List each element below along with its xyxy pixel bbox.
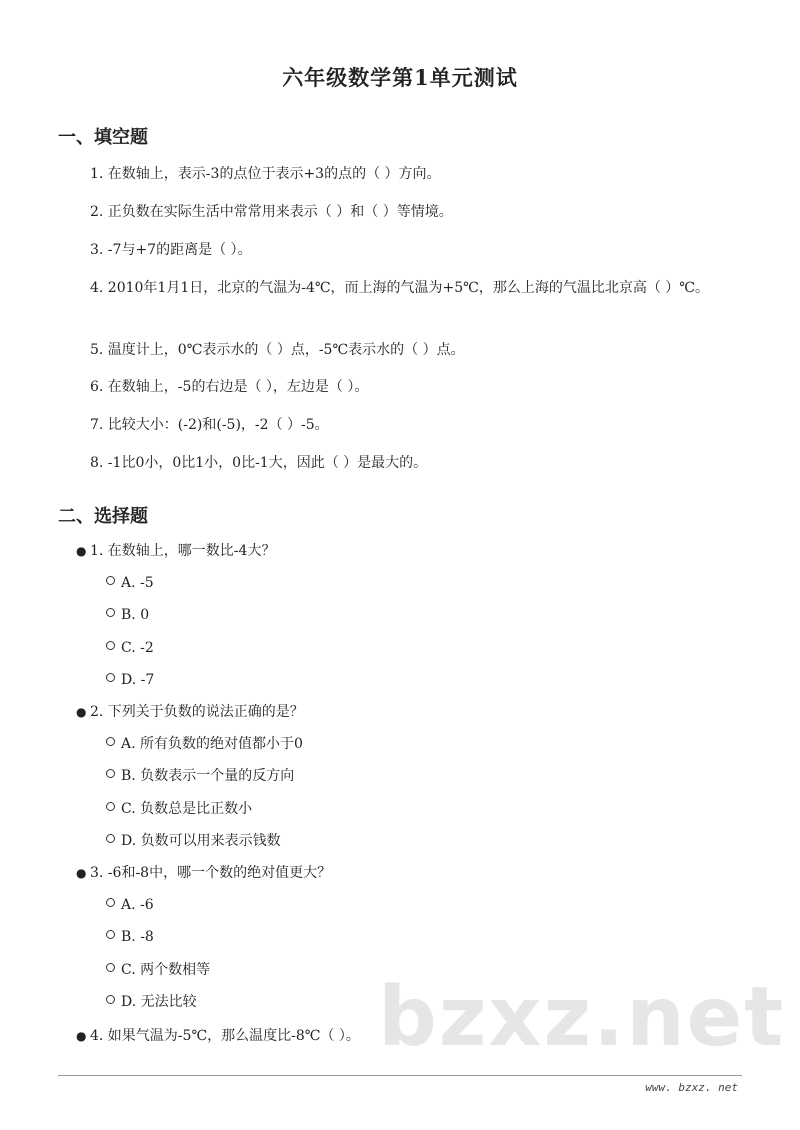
circle-bullet-icon bbox=[106, 963, 115, 972]
choice-option bbox=[106, 766, 294, 786]
fill-question: 5. 温度计上，0℃表示水的（ ）点，-5℃表示水的（ ）点。 bbox=[90, 342, 465, 358]
choice-question-text: 3. -6和-8中，哪一个数的绝对值更大？ bbox=[90, 865, 332, 881]
circle-bullet-icon bbox=[106, 802, 115, 811]
choice-option-text: A. 所有负数的绝对值都小于0 bbox=[121, 736, 303, 752]
choice-question-text: 2. 下列关于负数的说法正确的是？ bbox=[90, 704, 304, 720]
choice-question-text: 1. 在数轴上，哪一数比-4大？ bbox=[90, 543, 276, 559]
choice-option-text: C. 两个数相等 bbox=[121, 962, 211, 978]
choice-question bbox=[76, 1026, 360, 1046]
fill-question: 3. -7与+7的距离是（ ）。 bbox=[90, 242, 252, 258]
choice-option-text: C. -2 bbox=[121, 640, 154, 656]
bullet-icon: ● bbox=[76, 705, 87, 719]
footer-divider bbox=[58, 1075, 742, 1076]
choice-option-text: B. 0 bbox=[121, 607, 150, 623]
choice-option bbox=[106, 927, 154, 947]
choice-option bbox=[106, 960, 210, 980]
circle-bullet-icon bbox=[106, 995, 115, 1004]
choice-option bbox=[106, 605, 149, 625]
bullet-icon: ● bbox=[76, 866, 87, 880]
choice-option-text: C. 负数总是比正数小 bbox=[121, 801, 253, 817]
circle-bullet-icon bbox=[106, 769, 115, 778]
choice-option bbox=[106, 831, 281, 851]
circle-bullet-icon bbox=[106, 737, 115, 746]
choice-question bbox=[76, 863, 331, 883]
section-heading-multiple-choice: 二、选择题 bbox=[58, 506, 148, 527]
choice-question bbox=[76, 702, 304, 722]
choice-option bbox=[106, 573, 154, 593]
section-heading-fill-in: 一、填空题 bbox=[58, 127, 148, 148]
choice-option-text: A. -5 bbox=[121, 575, 154, 591]
footer-url: www. bzxz. net bbox=[645, 1081, 738, 1094]
circle-bullet-icon bbox=[106, 641, 115, 650]
choice-option bbox=[106, 799, 252, 819]
circle-bullet-icon bbox=[106, 930, 115, 939]
bullet-icon: ● bbox=[76, 1029, 87, 1043]
bullet-icon: ● bbox=[76, 544, 87, 558]
choice-option-text: D. 负数可以用来表示钱数 bbox=[121, 833, 281, 849]
circle-bullet-icon bbox=[106, 673, 115, 682]
fill-question: 1. 在数轴上，表示-3的点位于表示+3的点的（ ）方向。 bbox=[90, 166, 441, 182]
choice-option-text: A. -6 bbox=[121, 897, 154, 913]
choice-question bbox=[76, 541, 275, 561]
watermark-logo: bzxz.net bbox=[378, 970, 786, 1065]
choice-option-text: B. -8 bbox=[121, 929, 154, 945]
choice-option bbox=[106, 670, 154, 690]
circle-bullet-icon bbox=[106, 608, 115, 617]
choice-option-text: D. 无法比较 bbox=[121, 994, 197, 1010]
choice-option-text: B. 负数表示一个量的反方向 bbox=[121, 768, 295, 784]
circle-bullet-icon bbox=[106, 834, 115, 843]
fill-question: 7. 比较大小：(-2)和(-5)，-2（ ）-5。 bbox=[90, 417, 329, 433]
fill-question: 8. -1比0小，0比1小，0比-1大，因此（ ）是最大的。 bbox=[90, 455, 428, 471]
choice-option-text: D. -7 bbox=[121, 672, 155, 688]
choice-option bbox=[106, 638, 154, 658]
choice-option bbox=[106, 734, 303, 754]
fill-question-wrapped bbox=[90, 277, 750, 299]
choice-option bbox=[106, 895, 154, 915]
choice-question-text: 4. 如果气温为-5℃，那么温度比-8℃（ ）。 bbox=[90, 1028, 360, 1044]
circle-bullet-icon bbox=[106, 576, 115, 585]
fill-question: 2. 正负数在实际生活中常常用来表示（ ）和（ ）等情境。 bbox=[90, 204, 453, 220]
choice-option bbox=[106, 992, 197, 1012]
page-title: 六年级数学第1单元测试 bbox=[282, 65, 518, 90]
fill-question: 6. 在数轴上，-5的右边是（ ），左边是（ ）。 bbox=[90, 379, 369, 395]
circle-bullet-icon bbox=[106, 898, 115, 907]
fill-question-text: 4. 2010年1月1日，北京的气温为-4℃，而上海的气温为+5℃，那么上海的气温比北京高（ ）℃。 bbox=[90, 280, 709, 296]
